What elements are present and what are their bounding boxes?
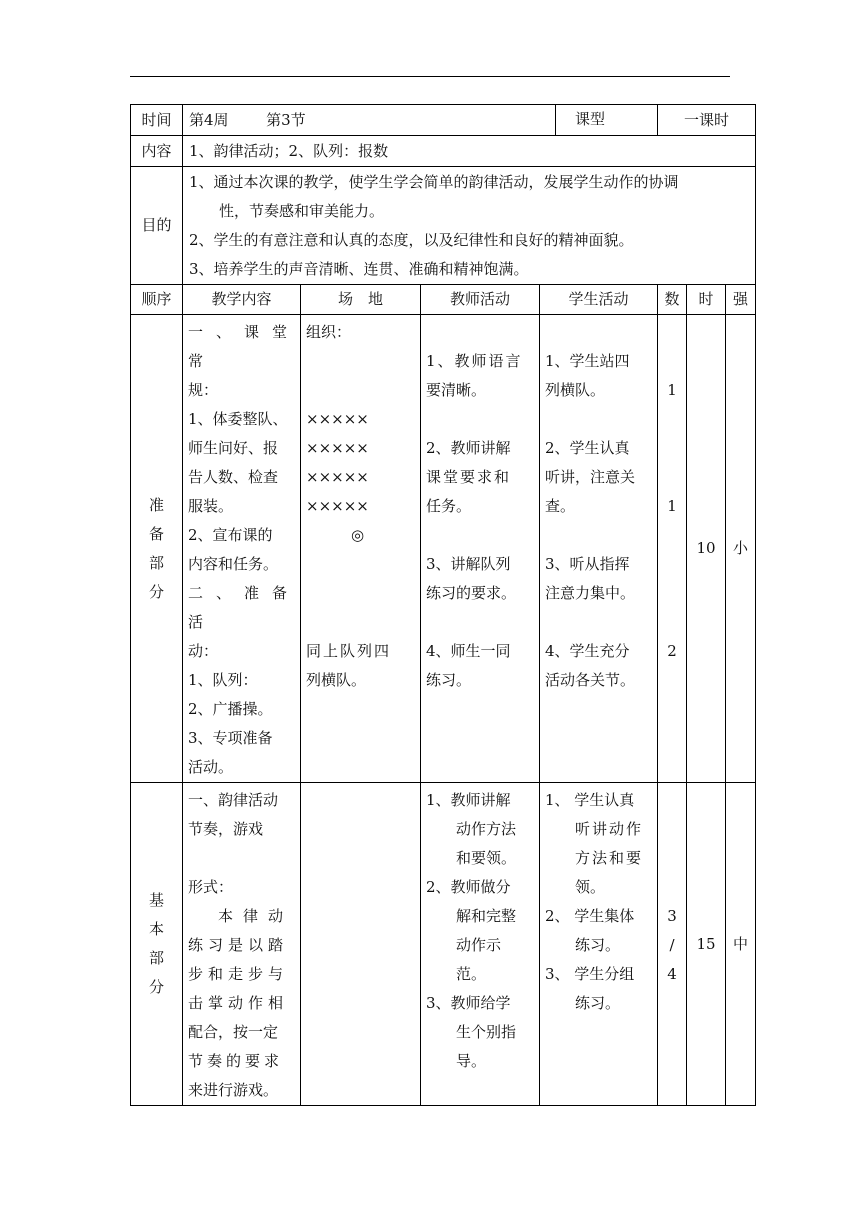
basic-desc-line: 本律动 — [218, 907, 294, 925]
count-value: 1 — [667, 381, 677, 399]
basic-char: 本 — [148, 920, 164, 938]
basic-student-line: 领。 — [575, 878, 606, 896]
venue-title: 组织： — [306, 323, 352, 341]
prep-content-line: 3、专项准备 — [188, 729, 273, 747]
basic-desc-line: 配合，按一定 — [188, 1023, 279, 1041]
prep-counts — [658, 315, 687, 783]
content-label: 内容 — [131, 136, 183, 167]
basic-teacher-line: 和要领。 — [456, 849, 517, 867]
teacher-line: 要清晰。 — [426, 381, 487, 399]
basic-teacher-line: 2、教师做分 — [426, 878, 511, 896]
goal-item-2: 2、学生的有意注意和认真的态度，以及纪律性和良好的精神面貌。 — [189, 231, 634, 249]
goal-item-3: 3、培养学生的声音清晰、连贯、准确和精神饱满。 — [189, 260, 529, 278]
teacher-line: 2、教师讲解 — [426, 439, 511, 457]
basic-teacher-line: 解和完整 — [456, 907, 517, 925]
prep-content-line: 二、准备活 — [188, 584, 295, 631]
student-line: 2、学生认真 — [545, 439, 630, 457]
basic-student-line: 听讲动作 — [575, 820, 644, 838]
prep-char: 部 — [148, 553, 164, 572]
header-rule — [130, 76, 730, 77]
student-line: 注意力集中。 — [545, 584, 636, 602]
basic-student-line: 练习。 — [575, 994, 621, 1012]
basic-char: 部 — [148, 949, 164, 967]
type-label: 课型 — [555, 104, 624, 136]
basic-teacher-line: 动作示 — [456, 936, 502, 954]
prep-char: 分 — [148, 582, 164, 601]
basic-section-label — [131, 783, 183, 1106]
basic-teacher-line: 3、教师给学 — [426, 994, 511, 1012]
content-value: 1、韵律活动；2、队列：报数 — [183, 136, 756, 167]
teacher-line: 课堂要求和 — [426, 468, 512, 486]
prep-content-line: 一、课堂常 — [188, 323, 295, 370]
venue-note: 同上队列四 — [306, 642, 392, 660]
goal-item-1-line-1: 1、通过本次课的教学，使学生学会简单的韵律活动，发展学生动作的协调 — [189, 173, 679, 191]
prep-content-line: 1、队列： — [188, 671, 258, 689]
basic-content — [183, 783, 301, 1106]
col-intensity: 强 — [726, 285, 756, 315]
col-student: 学生活动 — [540, 285, 658, 315]
prep-content-line: 师生问好、报 — [188, 439, 279, 457]
teacher-line: 1、教师语言 — [426, 352, 523, 370]
basic-counts — [658, 783, 687, 1106]
formation-row: ××××× — [306, 439, 369, 457]
week-text: 第4周 — [189, 110, 229, 129]
count-char: / — [669, 936, 675, 954]
basic-teacher-line: 动作方法 — [456, 820, 517, 838]
teacher-line: 练习的要求。 — [426, 584, 517, 602]
prep-content — [183, 315, 301, 783]
basic-content-line: 一、韵律活动 — [188, 791, 279, 809]
section-text: 第3节 — [266, 110, 306, 129]
basic-char: 基 — [148, 891, 164, 909]
col-order: 顺序 — [131, 285, 183, 315]
prep-content-line: 活动。 — [188, 758, 234, 776]
teacher-line: 练习。 — [426, 671, 472, 689]
prep-time: 10 — [687, 315, 726, 783]
student-line: 查。 — [545, 497, 576, 515]
venue-note: 列横队。 — [306, 671, 367, 689]
prep-content-line: 服装。 — [188, 497, 234, 515]
prep-char: 备 — [148, 524, 164, 543]
basic-student-line: 方法和要 — [575, 849, 644, 867]
time-label: 时间 — [131, 105, 183, 136]
basic-student-line: 1、 学生认真 — [545, 791, 635, 809]
goal-list — [183, 167, 756, 285]
teacher-position-icon: ◎ — [350, 526, 365, 544]
student-line: 听讲，注意关 — [545, 468, 636, 486]
basic-teacher-line: 范。 — [456, 965, 487, 983]
prep-char: 准 — [148, 495, 164, 514]
basic-student-line: 练习。 — [575, 936, 621, 954]
basic-desc-line: 练习是以踏 — [188, 936, 289, 954]
prep-student — [540, 315, 658, 783]
prep-teacher — [421, 315, 540, 783]
basic-time: 15 — [687, 783, 726, 1106]
student-line: 3、听从指挥 — [545, 555, 630, 573]
formation-row: ××××× — [306, 410, 369, 428]
prep-content-line: 2、宣布课的 — [188, 526, 273, 544]
basic-teacher-line: 1、教师讲解 — [426, 791, 511, 809]
goal-item-1-line-2: 性，节奏感和审美能力。 — [219, 202, 385, 220]
prep-section-label — [131, 315, 183, 783]
col-content: 教学内容 — [183, 285, 301, 315]
basic-desc-line: 击掌动作相 — [188, 994, 289, 1012]
count-value: 1 — [667, 497, 677, 515]
lesson-plan-table — [130, 104, 756, 1106]
teacher-line: 4、师生一同 — [426, 642, 511, 660]
basic-content-line: 节奏，游戏 — [188, 820, 264, 838]
prep-content-line: 规： — [188, 381, 219, 399]
basic-desc-line: 步和走步与 — [188, 965, 289, 983]
prep-content-line: 2、广播操。 — [188, 700, 273, 718]
count-char: 3 — [667, 907, 677, 925]
col-teacher: 教师活动 — [421, 285, 540, 315]
time-value-cell — [183, 105, 658, 136]
basic-student — [540, 783, 658, 1106]
count-char: 4 — [667, 965, 677, 983]
student-line: 1、学生站四 — [545, 352, 630, 370]
type-value: 一课时 — [658, 105, 756, 136]
col-count: 数 — [658, 285, 687, 315]
prep-venue — [301, 315, 421, 783]
basic-desc-line: 来进行游戏。 — [188, 1081, 279, 1099]
teacher-line: 3、讲解队列 — [426, 555, 511, 573]
count-value: 2 — [667, 642, 677, 660]
basic-teacher-line: 生个别指 — [456, 1023, 517, 1041]
student-line: 4、学生充分 — [545, 642, 630, 660]
basic-teacher — [421, 783, 540, 1106]
goal-label: 目的 — [131, 167, 183, 285]
basic-desc-line: 节奏的要求 — [188, 1052, 284, 1070]
student-line: 活动各关节。 — [545, 671, 636, 689]
basic-venue — [301, 783, 421, 1106]
col-venue: 场 地 — [301, 285, 421, 315]
basic-intensity: 中 — [726, 783, 756, 1106]
prep-content-line: 内容和任务。 — [188, 555, 279, 573]
prep-content-line: 告人数、检查 — [188, 468, 279, 486]
basic-char: 分 — [148, 978, 164, 996]
prep-content-line: 1、体委整队、 — [188, 410, 288, 428]
formation-row: ××××× — [306, 497, 369, 515]
basic-teacher-line: 导。 — [456, 1052, 487, 1070]
formation-row: ××××× — [306, 468, 369, 486]
prep-content-line: 动： — [188, 642, 219, 660]
form-label: 形式： — [188, 878, 234, 896]
prep-intensity: 小 — [726, 315, 756, 783]
basic-student-line: 2、 学生集体 — [545, 907, 635, 925]
student-line: 列横队。 — [545, 381, 606, 399]
basic-student-line: 3、 学生分组 — [545, 965, 635, 983]
col-time: 时 — [687, 285, 726, 315]
teacher-line: 任务。 — [426, 497, 472, 515]
